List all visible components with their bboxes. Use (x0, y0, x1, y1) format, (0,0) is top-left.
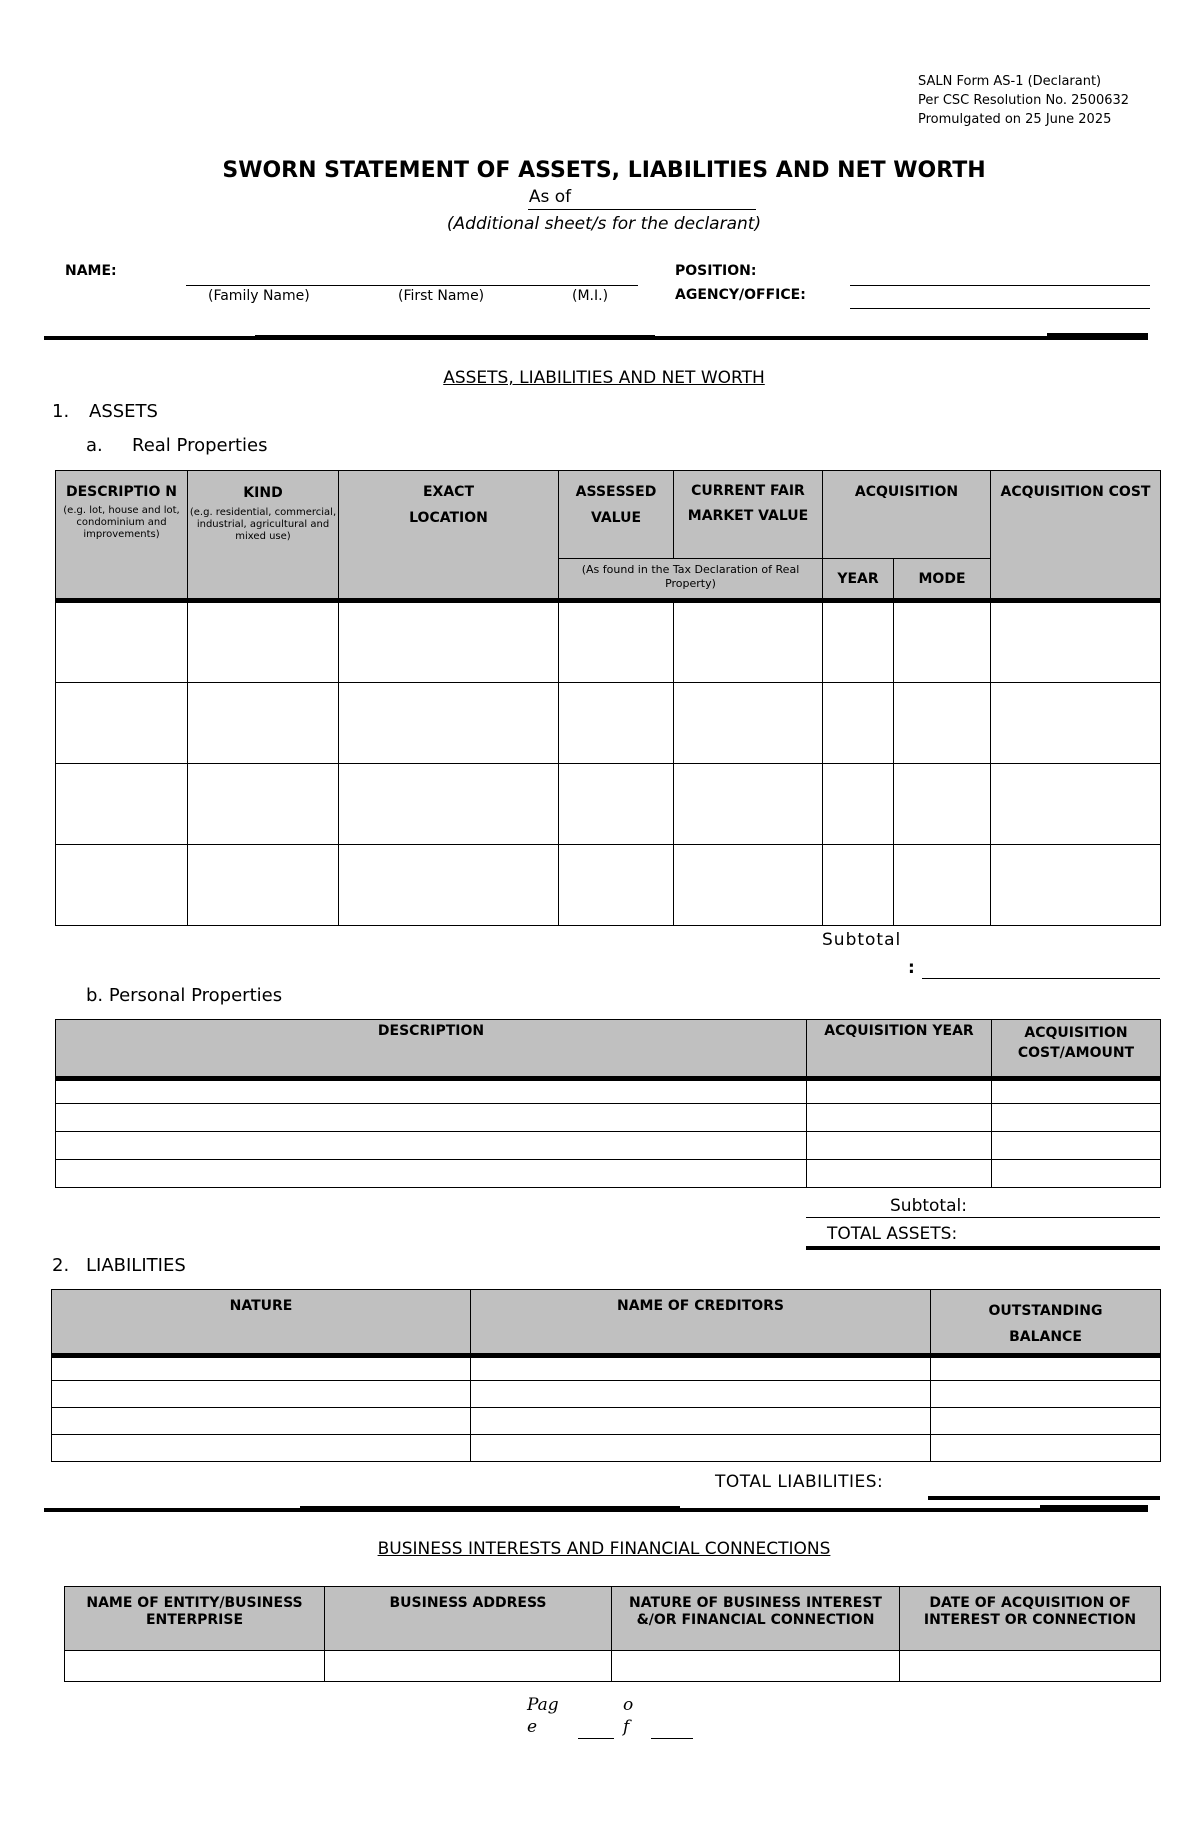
real-subtotal-label: Subtotal (822, 930, 902, 950)
cell-input[interactable] (52, 1435, 471, 1462)
total-liabilities-label: TOTAL LIABILITIES: (715, 1472, 884, 1492)
cell-input[interactable] (823, 683, 894, 764)
name-label: NAME: (65, 263, 117, 279)
cell-input[interactable] (559, 845, 674, 926)
cell-input[interactable] (188, 683, 339, 764)
col-kind-label: KIND (243, 485, 283, 501)
cell-input[interactable] (894, 683, 991, 764)
liabilities-number: 2. (52, 1255, 70, 1276)
cell-input[interactable] (807, 1160, 992, 1188)
page-footer-pag: Pag (527, 1695, 559, 1715)
table-row (56, 1160, 1161, 1188)
col-pp-cost: ACQUISITION COST/AMOUNT (992, 1020, 1161, 1079)
table-row (56, 1079, 1161, 1104)
cell-input[interactable] (612, 1651, 900, 1682)
name-field[interactable] (186, 285, 638, 286)
personal-properties-heading: b. Personal Properties (86, 985, 283, 1006)
cell-input[interactable] (807, 1132, 992, 1160)
table-row (56, 1132, 1161, 1160)
cell-input[interactable] (807, 1104, 992, 1132)
section-title-business: BUSINESS INTERESTS AND FINANCIAL CONNECTIONS (377, 1539, 831, 1559)
cell-input[interactable] (931, 1435, 1161, 1462)
cell-input[interactable] (56, 1079, 807, 1104)
family-name-caption: (Family Name) (208, 288, 310, 304)
cell-input[interactable] (894, 764, 991, 845)
page-footer-e: e (527, 1717, 538, 1737)
total-assets-field[interactable] (806, 1246, 1160, 1250)
cell-input[interactable] (559, 683, 674, 764)
col-business-address: BUSINESS ADDRESS (325, 1587, 612, 1651)
cell-input[interactable] (674, 683, 823, 764)
col-creditors: NAME OF CREDITORS (471, 1290, 931, 1356)
cell-input[interactable] (992, 1160, 1161, 1188)
cell-input[interactable] (56, 1104, 807, 1132)
cell-input[interactable] (674, 764, 823, 845)
cell-input[interactable] (56, 764, 188, 845)
cell-input[interactable] (325, 1651, 612, 1682)
cell-input[interactable] (823, 764, 894, 845)
divider-accent (300, 1506, 680, 1508)
page-footer-f: f (623, 1717, 630, 1737)
table-row (56, 764, 1161, 845)
col-assessed: ASSESSED VALUE (559, 471, 674, 559)
cell-input[interactable] (807, 1079, 992, 1104)
cell-input[interactable] (674, 845, 823, 926)
cell-input[interactable] (991, 845, 1161, 926)
cell-input[interactable] (188, 845, 339, 926)
cell-input[interactable] (823, 845, 894, 926)
cell-input[interactable] (823, 601, 894, 683)
cell-input[interactable] (931, 1408, 1161, 1435)
col-business-nature: NATURE OF BUSINESS INTEREST &/OR FINANCIAL CONNECTION (612, 1587, 900, 1651)
form-ref-line1: SALN Form AS-1 (Declarant) (918, 74, 1102, 89)
form-reference (918, 72, 1129, 129)
table-row (52, 1435, 1161, 1462)
business-interests-table (64, 1586, 1161, 1682)
cell-input[interactable] (65, 1651, 325, 1682)
position-field[interactable] (850, 285, 1150, 286)
table-row (65, 1651, 1161, 1682)
cell-input[interactable] (992, 1079, 1161, 1104)
page-title: SWORN STATEMENT OF ASSETS, LIABILITIES AND NET WORTH (222, 158, 986, 183)
col-pp-description: DESCRIPTION (56, 1020, 807, 1079)
page-number-field[interactable] (578, 1738, 614, 1739)
cell-input[interactable] (56, 683, 188, 764)
assets-heading: ASSETS (89, 401, 158, 422)
first-name-caption: (First Name) (398, 288, 485, 304)
cell-input[interactable] (52, 1356, 471, 1381)
cell-input[interactable] (894, 601, 991, 683)
additional-sheets-note: (Additional sheet/s for the declarant) (446, 214, 762, 234)
col-description-sub: (e.g. lot, house and lot, condominium and improvements) (63, 505, 180, 540)
as-of-date-field[interactable] (528, 209, 756, 210)
cell-input[interactable] (56, 1160, 807, 1188)
col-description-label: DESCRIPTIO N (65, 484, 178, 500)
real-properties-number: a. (86, 435, 103, 456)
cell-input[interactable] (471, 1381, 931, 1408)
real-subtotal-field[interactable] (922, 978, 1160, 979)
divider-accent-right (1040, 1505, 1148, 1508)
cell-input[interactable] (188, 601, 339, 683)
cell-input[interactable] (559, 601, 674, 683)
col-acquisition: ACQUISITION (823, 471, 991, 559)
total-liabilities-field[interactable] (928, 1496, 1160, 1500)
cell-input[interactable] (339, 601, 559, 683)
cell-input[interactable] (931, 1381, 1161, 1408)
table-row (56, 601, 1161, 683)
cell-input[interactable] (559, 764, 674, 845)
assets-number: 1. (52, 401, 70, 422)
cell-input[interactable] (56, 601, 188, 683)
section-title-alnw: ASSETS, LIABILITIES AND NET WORTH (443, 368, 765, 388)
cell-input[interactable] (188, 764, 339, 845)
cell-input[interactable] (991, 683, 1161, 764)
cell-input[interactable] (339, 845, 559, 926)
col-kind-sub: (e.g. residential, commercial, industrial, agricultural and mixed use) (189, 507, 337, 542)
table-row (56, 683, 1161, 764)
real-properties-table (55, 470, 1161, 926)
cell-input[interactable] (339, 764, 559, 845)
col-year: YEAR (823, 559, 894, 601)
col-acquisition-date: DATE OF ACQUISITION OF INTEREST OR CONNECTION (900, 1587, 1161, 1651)
real-properties-heading: Real Properties (132, 435, 268, 456)
cell-input[interactable] (894, 845, 991, 926)
cell-input[interactable] (56, 1132, 807, 1160)
cell-input[interactable] (52, 1381, 471, 1408)
col-balance: OUTSTANDING BALANCE (931, 1290, 1161, 1356)
pp-subtotal-field[interactable] (806, 1217, 1160, 1218)
as-of-label: As of (528, 187, 572, 207)
page-footer-o: o (623, 1695, 634, 1715)
divider-accent-right (1047, 333, 1148, 336)
col-fair-market: CURRENT FAIR MARKET VALUE (674, 471, 823, 559)
real-subtotal-colon: : (908, 958, 915, 978)
table-row (52, 1408, 1161, 1435)
cell-input[interactable] (991, 764, 1161, 845)
col-pp-year: ACQUISITION YEAR (807, 1020, 992, 1079)
cell-input[interactable] (471, 1356, 931, 1381)
form-ref-line2: Per CSC Resolution No. 2500632 (918, 93, 1130, 108)
divider-accent (255, 335, 655, 337)
form-ref-line3: Promulgated on 25 June 2025 (918, 112, 1112, 127)
col-description (56, 471, 188, 601)
cell-input[interactable] (56, 845, 188, 926)
cell-input[interactable] (471, 1408, 931, 1435)
liabilities-table (51, 1289, 1161, 1462)
page-total-field[interactable] (651, 1738, 693, 1739)
pp-subtotal-label: Subtotal: (890, 1196, 967, 1216)
table-row (52, 1381, 1161, 1408)
cell-input[interactable] (992, 1132, 1161, 1160)
col-acquisition-cost: ACQUISITION COST (991, 471, 1161, 601)
cell-input[interactable] (931, 1356, 1161, 1381)
cell-input[interactable] (339, 683, 559, 764)
cell-input[interactable] (674, 601, 823, 683)
cell-input[interactable] (900, 1651, 1161, 1682)
cell-input[interactable] (992, 1104, 1161, 1132)
table-row (52, 1356, 1161, 1381)
col-kind (188, 471, 339, 601)
position-label: POSITION: (675, 263, 757, 279)
table-row (56, 845, 1161, 926)
col-mode: MODE (894, 559, 991, 601)
cell-input[interactable] (471, 1435, 931, 1462)
personal-properties-table (55, 1019, 1161, 1188)
liabilities-heading: LIABILITIES (86, 1255, 186, 1276)
tax-declaration-note: (As found in the Tax Declaration of Real Property) (581, 563, 800, 590)
agency-label: AGENCY/OFFICE: (675, 287, 806, 303)
col-location: EXACT LOCATION (339, 471, 559, 601)
agency-field[interactable] (850, 308, 1150, 309)
divider (44, 1508, 1148, 1512)
total-assets-label: TOTAL ASSETS: (827, 1224, 958, 1244)
mi-caption: (M.I.) (572, 288, 609, 304)
cell-input[interactable] (991, 601, 1161, 683)
col-entity: NAME OF ENTITY/BUSINESS ENTERPRISE (65, 1587, 325, 1651)
cell-input[interactable] (52, 1408, 471, 1435)
table-row (56, 1104, 1161, 1132)
col-nature: NATURE (52, 1290, 471, 1356)
